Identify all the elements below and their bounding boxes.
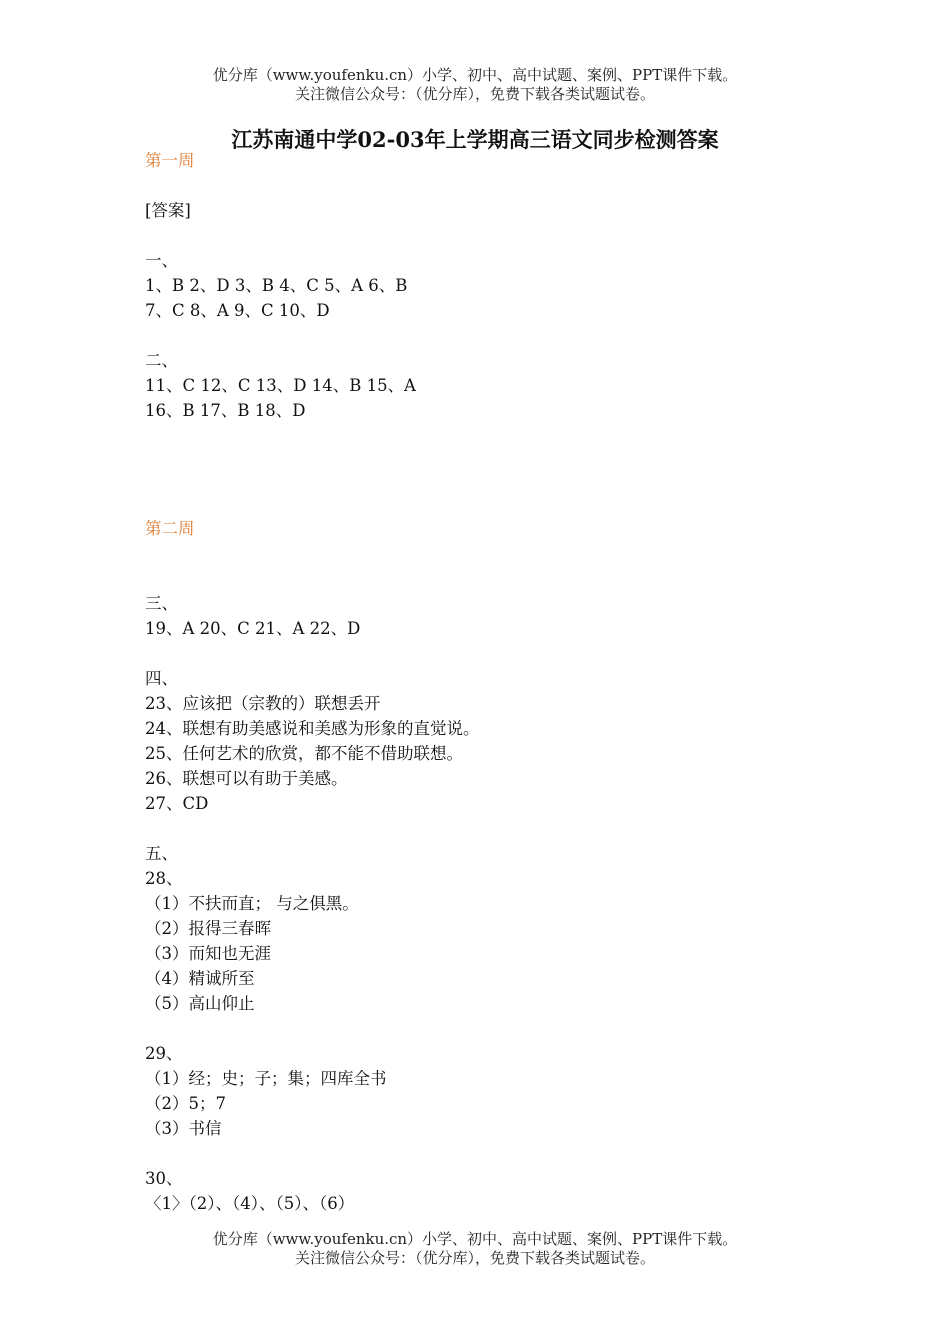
answer-line: （1）经；史；子；集；四库全书 [145,1069,387,1088]
answer-line: 26、联想可以有助于美感。 [145,769,348,788]
answer-line: 24、联想有助美感说和美感为形象的直觉说。 [145,719,480,738]
section-5-title: 五、 [145,844,178,863]
answer-line: （1）不扶而直； 与之俱黑。 [145,894,359,913]
week2-block [145,516,480,1216]
footer-line-2: 关注微信公众号：（优分库），免费下载各类试题试卷。 [294,1249,655,1267]
answer-tag: [答案] [145,201,191,220]
page-footer [0,1230,950,1268]
week1-block [145,148,416,423]
page-header [0,66,950,104]
answer-line: （3）而知也无涯 [145,944,271,963]
question-28-title: 28、 [145,869,183,888]
answer-line: 27、CD [145,794,209,813]
answer-line: （5）高山仰止 [145,994,255,1013]
answer-line: 7、C 8、A 9、C 10、D [145,301,330,320]
answer-line: （4）精诚所至 [145,969,255,988]
answer-line: （2）报得三春晖 [145,919,271,938]
section-1-title: 一、 [145,251,178,270]
section-3-title: 三、 [145,594,178,613]
answer-line: 11、C 12、C 13、D 14、B 15、A [145,376,416,395]
question-30-title: 30、 [145,1169,183,1188]
answer-line: 1、B 2、D 3、B 4、C 5、A 6、B [145,276,408,295]
answer-line: 〈1〉（2）、（4）、（5）、（6） [145,1194,355,1213]
header-line-2: 关注微信公众号：（优分库），免费下载各类试题试卷。 [294,85,655,103]
answer-line: 16、B 17、B 18、D [145,401,306,420]
header-line-1: 优分库（www.youfenku.cn）小学、初中、高中试题、案例、PPT课件下载。 [212,66,738,84]
section-4-title: 四、 [145,669,178,688]
document-title: 江苏南通中学02-03年上学期高三语文同步检测答案 [231,127,719,152]
week2-label: 第二周 [145,519,195,538]
section-2-title: 二、 [145,351,178,370]
answer-line: 23、应该把（宗教的）联想丢开 [145,694,381,713]
footer-line-1: 优分库（www.youfenku.cn）小学、初中、高中试题、案例、PPT课件下载。 [212,1230,738,1248]
answer-line: （2）5；7 [145,1094,226,1113]
answer-line: 19、A 20、C 21、A 22、D [145,619,361,638]
question-29-title: 29、 [145,1044,183,1063]
week1-label: 第一周 [145,151,195,170]
answer-line: 25、任何艺术的欣赏，都不能不借助联想。 [145,744,463,763]
answer-line: （3）书信 [145,1119,222,1138]
